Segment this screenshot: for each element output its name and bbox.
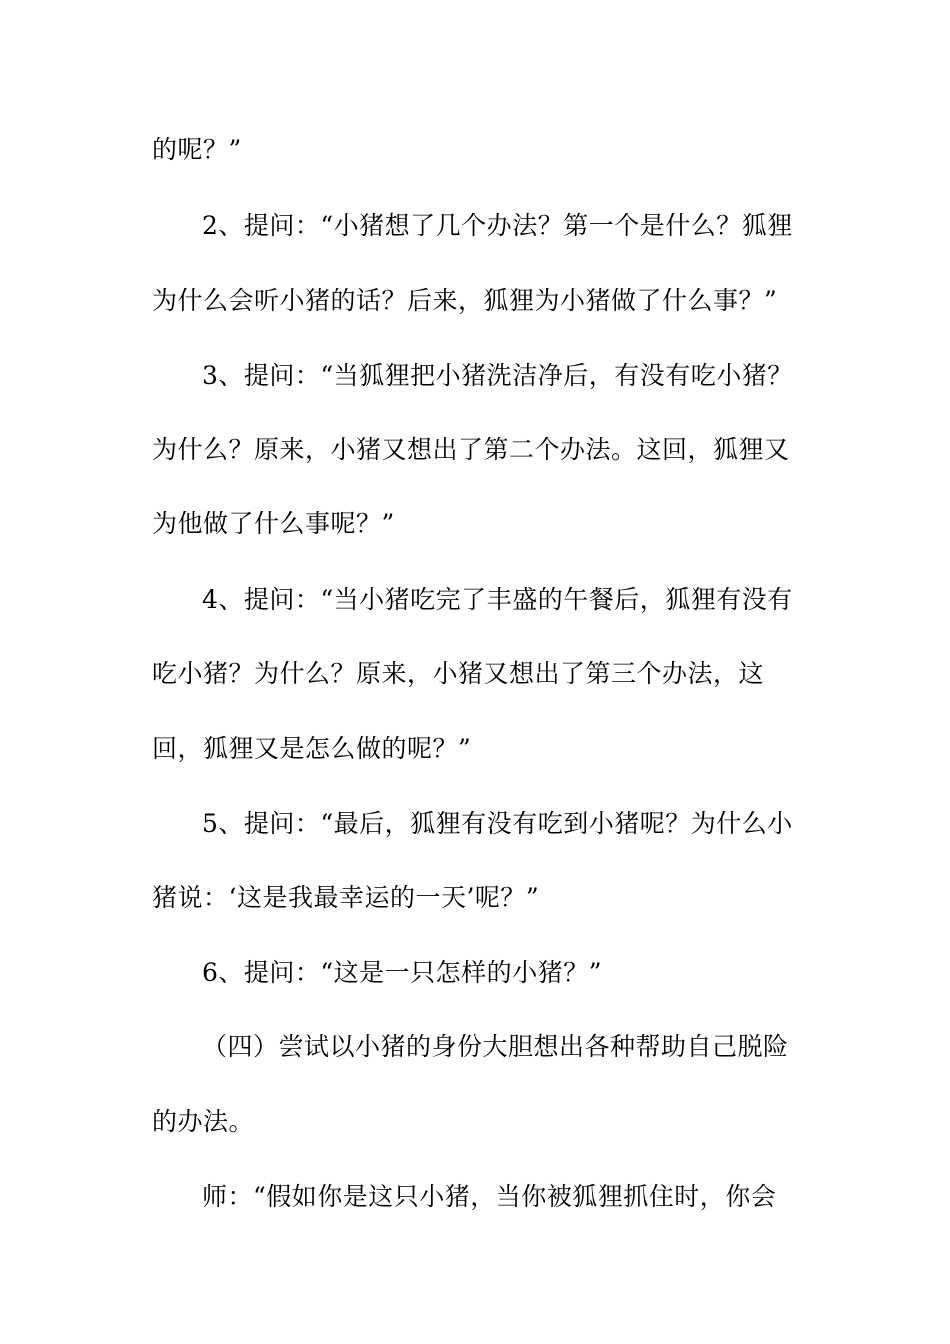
text-line-13: （四）尝试以小猪的身份大胆想出各种帮助自己脱险 [202, 1032, 789, 1061]
text-line-11: 猪说：‘这是我最幸运的一天’呢？” [152, 883, 540, 912]
text-line-9: 回，狐狸又是怎么做的呢？” [152, 734, 472, 763]
text-line-5: 为什么？原来，小猪又想出了第二个办法。这回，狐狸又 [152, 435, 790, 464]
text-line-4: 3、提问：“当狐狸把小猪洗洁净后，有没有吃小猪？ [202, 361, 793, 390]
text-line-10: 5、提问：“最后，狐狸有没有吃到小猪呢？为什么小 [202, 809, 793, 838]
text-line-15: 师：“假如你是这只小猪，当你被狐狸抓住时，你会 [202, 1182, 777, 1211]
text-line-1: 的呢？” [152, 135, 242, 164]
text-line-8: 吃小猪？为什么？原来，小猪又想出了第三个办法，这 [152, 659, 765, 688]
text-line-7: 4、提问：“当小猪吃完了丰盛的午餐后，狐狸有没有 [202, 585, 793, 614]
text-line-3: 为什么会听小猪的话？后来，狐狸为小猪做了什么事？” [152, 286, 778, 315]
text-line-2: 2、提问：“小猪想了几个办法？第一个是什么？狐狸 [202, 211, 793, 240]
text-line-14: 的办法。 [152, 1107, 255, 1136]
text-line-6: 为他做了什么事呢？” [152, 509, 395, 538]
text-line-12: 6、提问：“这是一只怎样的小猪？” [202, 958, 602, 987]
